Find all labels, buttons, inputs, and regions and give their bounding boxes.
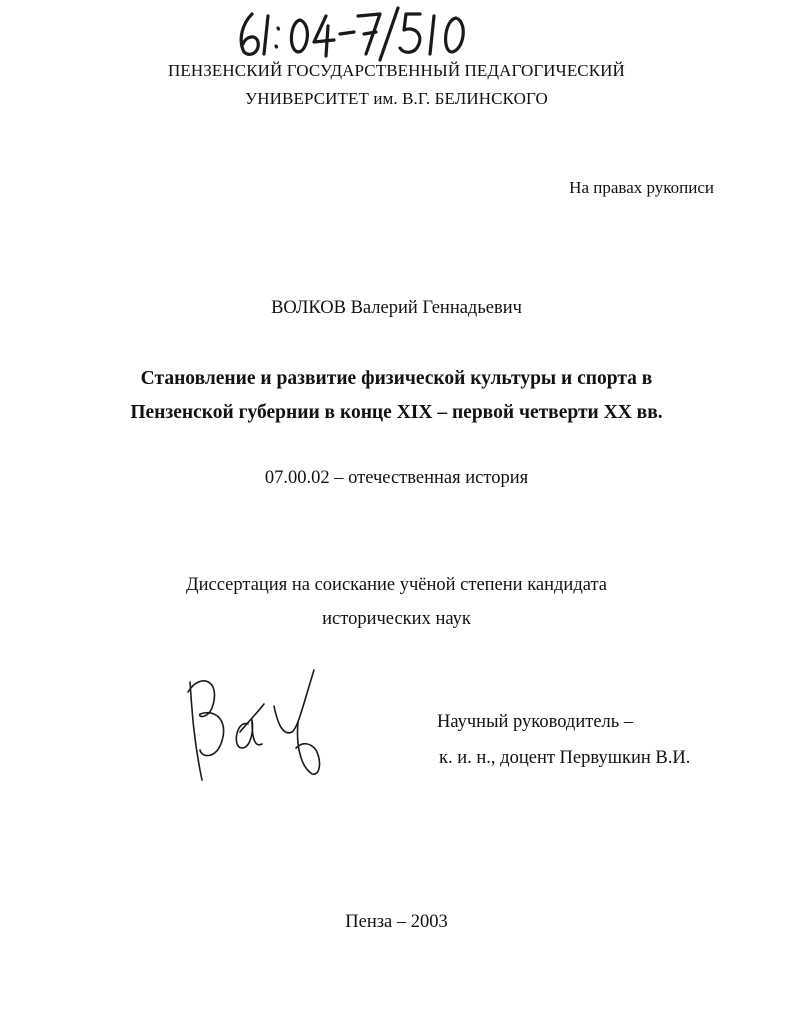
rights-note: На правах рукописи (569, 178, 714, 197)
signature-graphic (178, 662, 328, 787)
dissertation-title (0, 362, 793, 430)
dissertation-title-line2: Пензенской губернии в конце XIX – первой четверти XX вв. (130, 402, 663, 423)
scientific-supervisor (437, 704, 690, 776)
university-name-line1: ПЕНЗЕНСКИЙ ГОСУДАРСТВЕННЫЙ ПЕДАГОГИЧЕСКИЙ (168, 61, 625, 80)
supervisor-name: к. и. н., доцент Первушкин В.И. (439, 748, 691, 768)
degree-statement-line2: исторических наук (322, 609, 471, 629)
specialty-code: 07.00.02 – отечественная история (264, 468, 529, 488)
dissertation-title-line1: Становление и развитие физической культуры и спорта в (140, 368, 653, 389)
degree-statement-line1: Диссертация на соискание учёной степени кандидата (186, 575, 607, 595)
university-name-line2: УНИВЕРСИТЕТ им. В.Г. БЕЛИНСКОГО (245, 89, 548, 108)
university-name (0, 57, 793, 113)
author-name: ВОЛКОВ Валерий Геннадьевич (271, 298, 522, 318)
degree-statement (0, 568, 793, 636)
signature-icon (178, 662, 328, 787)
handwritten-archive-stamp (230, 2, 470, 62)
supervisor-label: Научный руководитель – (437, 712, 634, 732)
city-year: Пенза – 2003 (345, 912, 448, 932)
archive-stamp-graphic (230, 2, 470, 62)
